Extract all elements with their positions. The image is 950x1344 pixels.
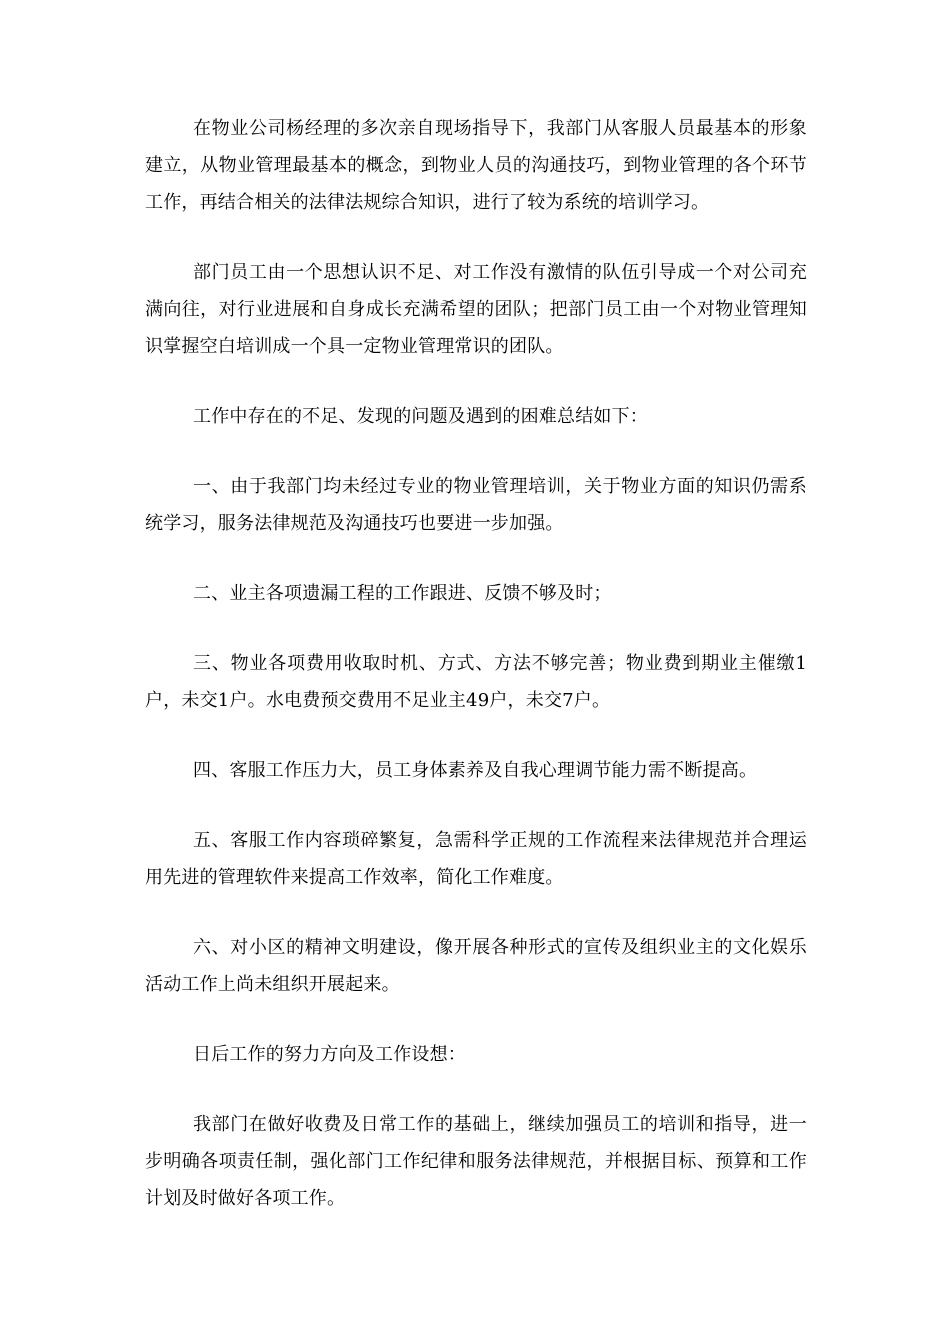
paragraph-problem-1: 一、由于我部门均未经过专业的物业管理培训，关于物业方面的知识仍需系统学习，服务法律规范及沟通技巧也要进一步加强。 xyxy=(145,476,807,534)
paragraph-problem-6: 六、对小区的精神文明建设，像开展各种形式的宣传及组织业主的文化娱乐活动工作上尚未组织开展起来。 xyxy=(145,937,807,995)
paragraph-problem-4: 四、客服工作压力大，员工身体素养及自我心理调节能力需不断提高。 xyxy=(193,760,758,781)
paragraph-future-heading: 日后工作的努力方向及工作设想： xyxy=(193,1044,466,1065)
paragraph-problem-3: 三、物业各项费用收取时机、方式、方法不够完善；物业费到期业主催缴1户，未交1户。水电费预交费用不足业主49户，未交7户。 xyxy=(145,653,807,711)
paragraph-problems-heading: 工作中存在的不足、发现的问题及遇到的困难总结如下： xyxy=(193,406,648,427)
paragraph-team-growth: 部门员工由一个思想认识不足、对工作没有激情的队伍引导成一个对公司充满向往，对行业进展和自身成长充满希望的团队；把部门员工由一个对物业管理知识掌握空白培训成一个具一定物业管理常识的团队。 xyxy=(145,262,807,357)
paragraph-future-plan: 我部门在做好收费及日常工作的基础上，继续加强员工的培训和指导，进一步明确各项责任制，强化部门工作纪律和服务法律规范，并根据目标、预算和工作计划及时做好各项工作。 xyxy=(145,1114,807,1209)
paragraph-problem-2: 二、业主各项遗漏工程的工作跟进、反馈不够及时； xyxy=(193,583,612,604)
paragraph-problem-5: 五、客服工作内容琐碎繁复，急需科学正规的工作流程来法律规范并合理运用先进的管理软件来提高工作效率，简化工作难度。 xyxy=(145,830,807,888)
paragraph-training-overview: 在物业公司杨经理的多次亲自现场指导下，我部门从客服人员最基本的形象建立，从物业管理最基本的概念，到物业人员的沟通技巧，到物业管理的各个环节工作，再结合相关的法律法规综合知识，进行了较为系统的培训学习。 xyxy=(145,118,807,213)
document-body xyxy=(145,110,807,1250)
